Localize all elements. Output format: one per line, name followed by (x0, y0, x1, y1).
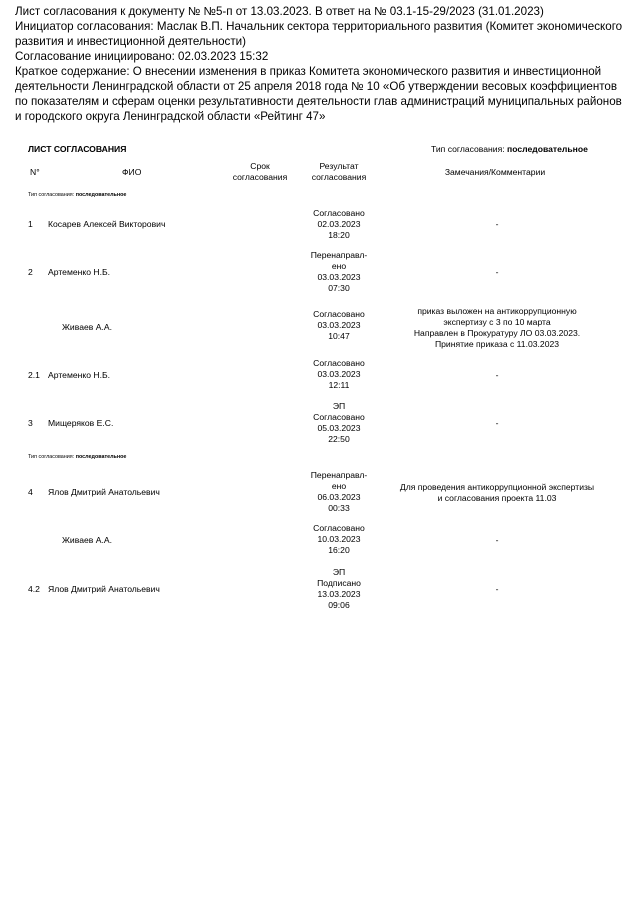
row-number: 3 (28, 418, 33, 428)
result-line: 07:30 (328, 283, 350, 293)
row-fio: Мищеряков Е.С. (48, 418, 114, 428)
comment-line: - (495, 219, 499, 229)
row-comment (378, 306, 616, 350)
row-comment (378, 219, 616, 230)
row-number: 4 (28, 487, 33, 497)
comment-line: - (495, 418, 499, 428)
col-header-result: Результат согласования (311, 161, 367, 182)
group-type-label (28, 454, 126, 461)
result-line: Согласовано (313, 412, 365, 422)
row-fio: Косарев Алексей Викторович (48, 219, 166, 229)
col-header-term: Срок согласования (232, 161, 288, 182)
comment-line: Для проведения антикоррупционной экспертизы (399, 482, 595, 492)
result-line: 02.03.2023 (317, 219, 361, 229)
result-line: ено (331, 261, 347, 271)
row-result (295, 567, 383, 611)
comment-line: приказ выложен на антикоррупционную (417, 306, 577, 316)
row-result (295, 208, 383, 241)
col-header-num: N° (30, 167, 40, 177)
row-result (295, 523, 383, 556)
result-line: Согласовано (313, 309, 365, 319)
group-type-label (28, 192, 126, 199)
result-line: 05.03.2023 (317, 423, 361, 433)
row-fio: Ялов Дмитрий Анатольевич (48, 584, 160, 594)
row-comment (378, 584, 616, 595)
comment-line: и согласования проекта 11.03 (437, 493, 557, 503)
group-type-label-value: последовательное (75, 454, 127, 460)
result-line: 06.03.2023 (317, 492, 361, 502)
col-header-comments: Замечания/Комментарии (444, 167, 546, 177)
result-line: 12:11 (328, 380, 350, 390)
result-line: ено (331, 481, 347, 491)
row-comment (378, 535, 616, 546)
row-result (295, 401, 383, 445)
document-header (15, 4, 627, 124)
result-line: 16:20 (328, 545, 350, 555)
header-line-document: Лист согласования к документу № №5-п от 13.03.2023. В ответ на № 03.1-15-29/2023 (31.01.2023) (15, 5, 544, 18)
comment-line: экспертизу с 3 по 10 марта (443, 317, 551, 327)
row-number: 2 (28, 267, 33, 277)
row-fio: Ялов Дмитрий Анатольевич (48, 487, 160, 497)
comment-line: Принятие приказа с 11.03.2023 (434, 339, 560, 349)
comment-line: - (495, 370, 499, 380)
result-line: 03.03.2023 (317, 320, 361, 330)
result-line: Согласовано (313, 208, 365, 218)
row-result (295, 470, 383, 514)
row-fio: Артеменко Н.Б. (48, 370, 111, 380)
row-result (295, 309, 383, 342)
result-line: ЭП (332, 401, 346, 411)
header-line-summary: Краткое содержание: О внесении изменения в приказ Комитета экономического развития и инвестиционной деятельности Ленинградской области от 25 апреля 2018 года № 10 «Об утверждении весовых коэффициентов по показателям и сферам оценки результативности деятельности глав администраций муниципальных районов и городского округа Ленинградской области «Рейтинг 47» (15, 65, 622, 123)
result-line: 10.03.2023 (317, 534, 361, 544)
sheet-type-label: Тип согласования: (431, 144, 505, 154)
col-header-fio: ФИО (122, 167, 142, 177)
result-line: Согласовано (313, 523, 365, 533)
result-line: ЭП (332, 567, 346, 577)
result-line: Подписано (317, 578, 361, 588)
result-line: 10:47 (328, 331, 350, 341)
sheet-type-value: последовательное (507, 144, 588, 154)
sheet-title: ЛИСТ СОГЛАСОВАНИЯ (28, 144, 127, 154)
group-type-label-text: Тип согласования: (28, 192, 75, 198)
result-line: Согласовано (313, 358, 365, 368)
comment-line: - (495, 267, 499, 277)
result-line: Перенаправл- (310, 250, 368, 260)
result-line: 13.03.2023 (317, 589, 361, 599)
result-line: 09:06 (328, 600, 350, 610)
group-type-label-value: последовательное (75, 192, 127, 198)
row-fio: Живаев А.А. (62, 322, 112, 332)
result-line: 22:50 (328, 434, 350, 444)
row-comment (378, 267, 616, 278)
result-line: 18:20 (328, 230, 350, 240)
result-line: 00:33 (328, 503, 350, 513)
result-line: 03.03.2023 (317, 272, 361, 282)
header-line-initiator: Инициатор согласования: Маслак В.П. Начальник сектора территориального развития (Комитет экономического развития и инвестиционной деятельности) (15, 20, 623, 48)
result-line: Перенаправл- (310, 470, 368, 480)
row-fio: Артеменко Н.Б. (48, 267, 111, 277)
row-result (295, 358, 383, 391)
row-number: 2.1 (28, 370, 40, 380)
row-number: 1 (28, 219, 33, 229)
row-comment (378, 370, 616, 381)
comment-line: - (495, 584, 499, 594)
result-line: 03.03.2023 (317, 369, 361, 379)
row-comment (378, 482, 616, 504)
sheet-type (431, 144, 588, 155)
comment-line: - (495, 535, 499, 545)
comment-line: Направлен в Прокуратуру ЛО 03.03.2023. (413, 328, 581, 338)
group-type-label-text: Тип согласования: (28, 454, 75, 460)
row-number: 4.2 (28, 584, 40, 594)
row-result (295, 250, 383, 294)
row-comment (378, 418, 616, 429)
header-line-initiated: Согласование инициировано: 02.03.2023 15:32 (15, 50, 269, 63)
row-fio: Живаев А.А. (62, 535, 112, 545)
